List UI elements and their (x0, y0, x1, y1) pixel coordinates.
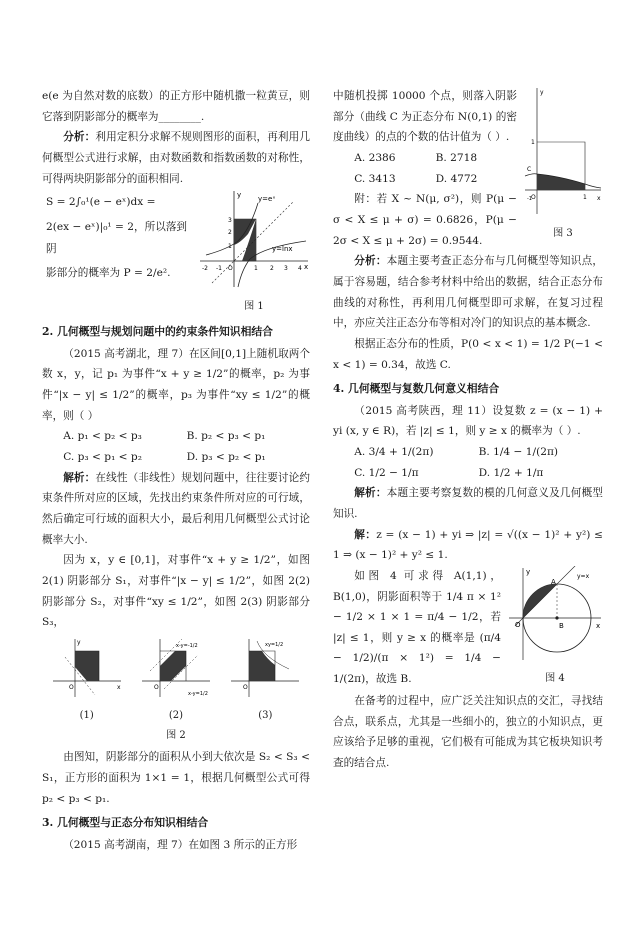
option-c: C. 1/2 − 1/π (354, 466, 419, 479)
problem-4-options (333, 442, 603, 483)
paragraph-4b: 在备考的过程中，应广泛关注知识点的交汇，寻找结合点，联系点，尤其是一些细小的，独立的小知识点，更应该给予足够的重视，它们极有可能成为其它板块知识考查的结合点. (333, 694, 603, 769)
figure-2-2-label: (2) (168, 710, 184, 722)
tick-m1: -1 (216, 265, 222, 273)
figure-2-2-graph (140, 637, 212, 699)
figure-1 (198, 189, 310, 318)
option-d: D. 1/2 + 1/π (478, 466, 544, 479)
note-3: 附：若 X ~ N(μ, σ²)，则 P(μ − σ < X ≤ μ + σ) = 0.6826，P(μ − 2σ < X ≤ μ + 2σ) = 0.9544. (333, 193, 517, 247)
option-a: A. 2386 (354, 151, 396, 164)
fig2-1-x: x (116, 683, 121, 691)
tick-3: 3 (284, 265, 288, 273)
figure-2-caption: 图 2 (166, 729, 186, 741)
analysis-1 (42, 127, 310, 189)
analysis-text: 利用定积分求解不规则图形的面积，再利用几何概型公式进行求解，由对数函数和指数函数的对称性，可得两块阴影部分的面积相同. (42, 131, 311, 185)
problem-2: （2015 高考湖北，理 7）在区间[0,1]上随机取两个数 x，y，记 p₁ 为事件“x + y ≥ 1/2”的概率，p₂ 为事件“|x − y| ≤ 1/2”的概率，p₃ 为事件“xy ≤ 1/2”的概率，则（ ） (42, 347, 310, 422)
figure-2-3-label: (3) (258, 710, 273, 722)
figure-2-2 (140, 637, 212, 726)
figure-4-graph (507, 566, 603, 662)
analysis-3-label: 分析： (354, 255, 387, 268)
section-3-title: 3. 几何概型与正态分布知识相结合 (42, 816, 209, 830)
ytick-3: 3 (228, 217, 232, 225)
fig3-c: C (527, 166, 532, 173)
fig3-y: y (540, 89, 544, 96)
fig2-1-y: y (76, 638, 81, 646)
figure-4-caption: 图 4 (545, 673, 565, 685)
label-y: y (237, 191, 242, 200)
ytick-1: 1 (228, 243, 232, 251)
right-column (333, 86, 603, 773)
figure-2 (42, 637, 310, 726)
formula-block (42, 189, 310, 318)
fig3-m1: -1 (527, 196, 532, 202)
fig2-3-o: O (243, 683, 249, 691)
formula-2: 2(ex − eˣ)|₀¹ = 2，所以落到阴 (46, 220, 188, 255)
fig4-line: y=x (577, 572, 590, 580)
paragraph-2b: 由图知，阴影部分的面积从小到大依次是 S₂ < S₃ < S₁，正方形的面积为 1×1 = 1，根据几何概型公式可得 p₂ < p₃ < p₁. (42, 751, 310, 805)
paragraph-3: 根据正态分布的性质，P(0 < x < 1) = 1/2 P(−1 < x < 1) = 0.34，故选 C. (333, 337, 603, 371)
jiexi-label: 解析： (63, 471, 96, 484)
fig2-2-l2: x-y=-1/2 (175, 642, 198, 649)
fig3-x: x (597, 195, 601, 202)
jie-text: z = (x − 1) + yi ⇒ |z| = √((x − 1)² + y²) ≤ 1 ⇒ (x − 1)² + y² ≤ 1. (333, 528, 604, 562)
fig2-3-l3: xy=1/2 (265, 641, 284, 648)
analysis-label: 分析： (63, 131, 96, 144)
option-a: A. p₁ < p₂ < p₃ (63, 430, 142, 443)
problem-4-solution (333, 566, 603, 691)
fig4-x: x (596, 621, 601, 630)
fig2-1-o: O (68, 683, 74, 691)
option-c: C. 3413 (354, 172, 396, 185)
fig3-y1: 1 (531, 139, 535, 146)
left-column (42, 86, 310, 855)
jiexi-4 (333, 483, 603, 524)
option-b: B. 1/4 − 1/(2π) (478, 445, 559, 458)
figure-2-3-graph (229, 637, 301, 699)
paragraph-4a: 如图 4 可求得 A(1,1)，B(1,0)，阴影面积等于 1/4 π × 1² − 1/2 × 1 × 1 = π/4 − 1/2，若 |z| ≤ 1，则 y ≥ x 的概率是 (π/4 − 1/2)/(π × 1²) = 1/4 − 1/(2π)，故选 B. (333, 569, 501, 686)
formula-3: 影部分的概率为 P = 2/e². (46, 266, 171, 279)
problem-2-options (42, 426, 310, 467)
fig3-o: O (531, 194, 536, 201)
section-2-title: 2. 几何概型与规划问题中的约束条件知识相结合 (42, 325, 273, 339)
option-c: C. p₃ < p₁ < p₂ (63, 450, 142, 463)
fig2-2-o: O (153, 683, 159, 691)
figure-2-1-label: (1) (79, 710, 94, 722)
option-d: D. p₃ < p₂ < p₁ (186, 450, 266, 463)
fig4-o: O (515, 620, 521, 629)
option-b: B. 2718 (435, 151, 478, 164)
section-4-title: 4. 几何概型与复数几何意义相结合 (333, 382, 500, 396)
figure-2-1 (51, 637, 123, 726)
problem-3-block (333, 86, 603, 251)
fig2-2-l1: x-y=1/2 (187, 690, 208, 697)
figure-1-graph (198, 189, 310, 289)
jiexi-4-text: 本题主要考察复数的模的几何意义及几何概型知识. (333, 487, 603, 520)
jiexi-4-label: 解析： (354, 487, 387, 500)
label-x: x (304, 263, 309, 272)
analysis-3 (333, 251, 603, 334)
tick-4: 4 (298, 265, 302, 273)
figure-3 (523, 86, 603, 245)
label-ln: y=lnx (272, 245, 293, 254)
figure-4 (507, 566, 603, 691)
fig4-b: B (559, 621, 564, 630)
option-d: D. 4772 (435, 172, 478, 185)
paragraph-top: e(e 为自然对数的底数）的正方形中随机撒一粒黄豆，则它落到阴影部分的概率为________. (42, 90, 310, 123)
ytick-2: 2 (228, 229, 232, 237)
figure-3-caption: 图 3 (553, 227, 573, 239)
jie-label: 解： (354, 528, 377, 541)
option-a: A. 3/4 + 1/(2π) (354, 445, 434, 458)
tick-m2: -2 (202, 265, 208, 273)
fig4-y: y (526, 567, 531, 576)
formula-1: S = 2∫₀¹(e − eˣ)dx = (46, 196, 156, 209)
problem-4: （2015 高考陕西，理 11）设复数 z = (x − 1) + yi (x, y ∈ R)，若 |z| ≤ 1，则 y ≥ x 的概率为（ ）. (333, 404, 603, 438)
tick-o: O (228, 265, 233, 273)
label-exp: y=eˣ (258, 195, 276, 204)
fig4-a: A (551, 577, 556, 586)
problem-3-start: （2015 高考湖南，理 7）在如图 3 所示的正方形 (63, 838, 298, 851)
tick-1: 1 (254, 265, 258, 273)
option-b: B. p₂ < p₃ < p₁ (186, 430, 266, 443)
jiexi-2 (42, 468, 310, 551)
figure-3-graph (523, 86, 603, 216)
jie-4 (333, 525, 603, 566)
fig3-one: 1 (583, 194, 587, 201)
paragraph-2a: 因为 x，y ∈ [0,1]，对事件“x + y ≥ 1/2”，如图 2(1) 阴影部分 S₁，对事件“|x − y| ≤ 1/2”，如图 2(2) 阴影部分 S₂，对事件“xy ≤ 1/2”，如图 2(3) 阴影部分 S₃， (42, 554, 310, 629)
jiexi-text: 在线性（非线性）规划问题中，往往要讨论约束条件所对应的区域，先找出约束条件所对应的可行域，然后确定可行域的面积大小，最后利用几何概型公式讨论概率大小. (42, 471, 311, 546)
problem-3-options (333, 148, 517, 189)
figure-2-1-graph (51, 637, 123, 699)
figure-2-3 (229, 637, 301, 726)
analysis-3-text: 本题主要考查正态分布与几何概型等知识点，属于容易题，结合参考材料中给出的数据，结合正态分布曲线的对称性，再利用几何概型即可求解，在复习过程中，亦应关注正态分布等相对冷门的知识点的基本概念. (333, 255, 603, 330)
figure-1-caption: 图 1 (244, 300, 264, 312)
tick-2: 2 (270, 265, 274, 273)
problem-3-cont: 中随机投掷 10000 个点，则落入阴影部分（曲线 C 为正态分布 N(0,1) 的密度曲线）的点的个数的估计值为（ ）. (333, 90, 517, 144)
